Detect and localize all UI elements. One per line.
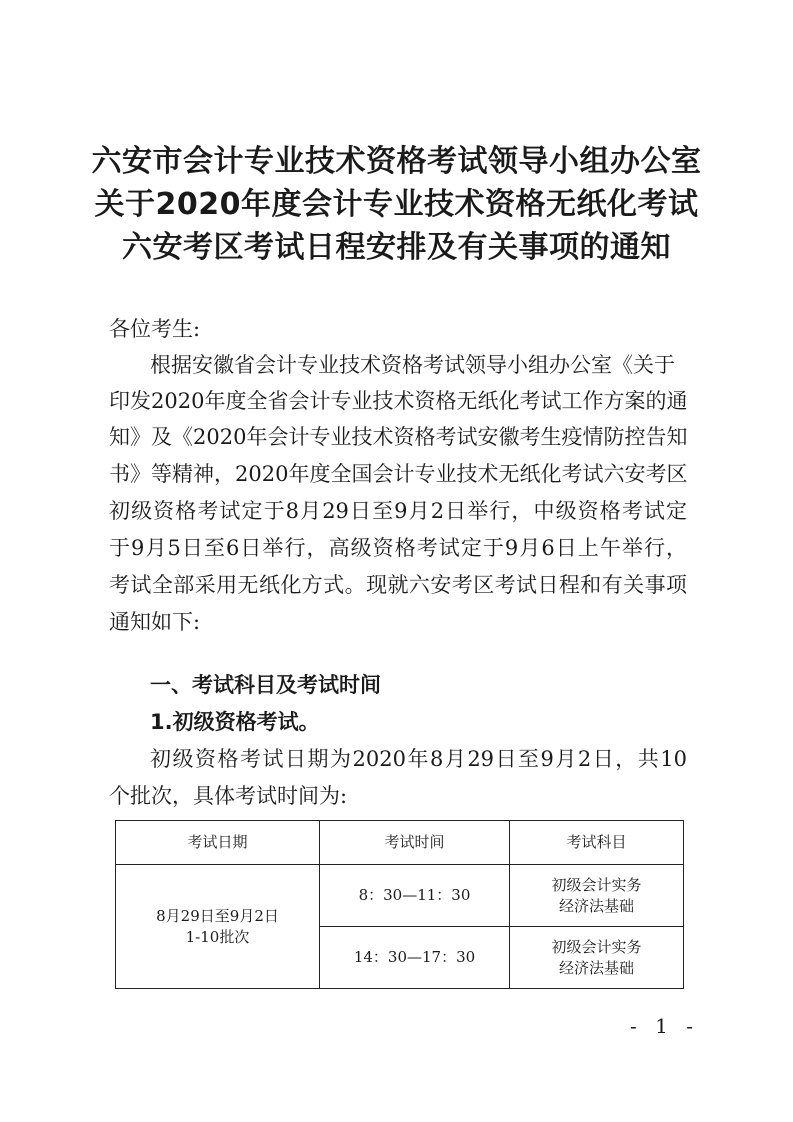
- time-cell: 14：30—17：30: [320, 927, 510, 989]
- body-line-8: 通知如下:: [109, 610, 201, 634]
- exam-line-2: 个批次，具体考试时间为:: [109, 784, 348, 808]
- schedule-table: [115, 820, 684, 989]
- subsection-heading: 1.初级资格考试。: [150, 710, 320, 734]
- body-line-3: 知》及《2020年会计专业技术资格考试安徽考生疫情防控告知: [109, 425, 688, 449]
- subject-item: 经济法基础: [558, 896, 634, 915]
- subject-item: 经济法基础: [558, 958, 634, 977]
- body-line-6: 于9月5日至6日举行，高级资格考试定于9月6日上午举行，: [109, 536, 687, 560]
- subject-item: 初级会计实务: [551, 875, 642, 894]
- table-header-row: [116, 821, 684, 865]
- body-line-7: 考试全部采用无纸化方式。现就六安考区考试日程和有关事项: [109, 573, 687, 597]
- subject-item: 初级会计实务: [551, 937, 642, 956]
- date-cell: [116, 865, 320, 989]
- body-line-5: 初级资格考试定于8月29日至9月2日举行，中级资格考试定: [109, 499, 687, 523]
- batch-range: 1-10批次: [185, 927, 250, 946]
- header-exam-date: 考试日期: [116, 821, 320, 865]
- body-line-2: 印发2020年度全省会计专业技术资格无纸化考试工作方案的通: [109, 389, 688, 413]
- header-exam-time: 考试时间: [320, 821, 510, 865]
- section-heading: 一、考试科目及考试时间: [150, 673, 381, 697]
- time-cell: 8：30—11：30: [320, 865, 510, 927]
- body-line-1: 根据安徽省会计专业技术资格考试领导小组办公室《关于: [150, 353, 675, 377]
- exam-line-1: 初级资格考试日期为2020年8月29日至9月2日，共10: [150, 747, 687, 771]
- body-line-4: 书》等精神，2020年度全国会计专业技术无纸化考试六安考区: [109, 462, 688, 486]
- document-title-line-3: 六安考区考试日程安排及有关事项的通知: [122, 230, 671, 265]
- salutation: 各位考生:: [109, 317, 201, 341]
- document-title-line-2: 关于2020年度会计专业技术资格无纸化考试: [94, 187, 699, 222]
- subject-cell: [510, 865, 684, 927]
- header-exam-subject: 考试科目: [510, 821, 684, 865]
- page-number: - 1 -: [630, 1014, 699, 1038]
- date-range: 8月29日至9月2日: [156, 906, 279, 925]
- table-row: [116, 865, 684, 927]
- document-title-line-1: 六安市会计专业技术资格考试领导小组办公室: [91, 144, 702, 179]
- subject-cell: [510, 927, 684, 989]
